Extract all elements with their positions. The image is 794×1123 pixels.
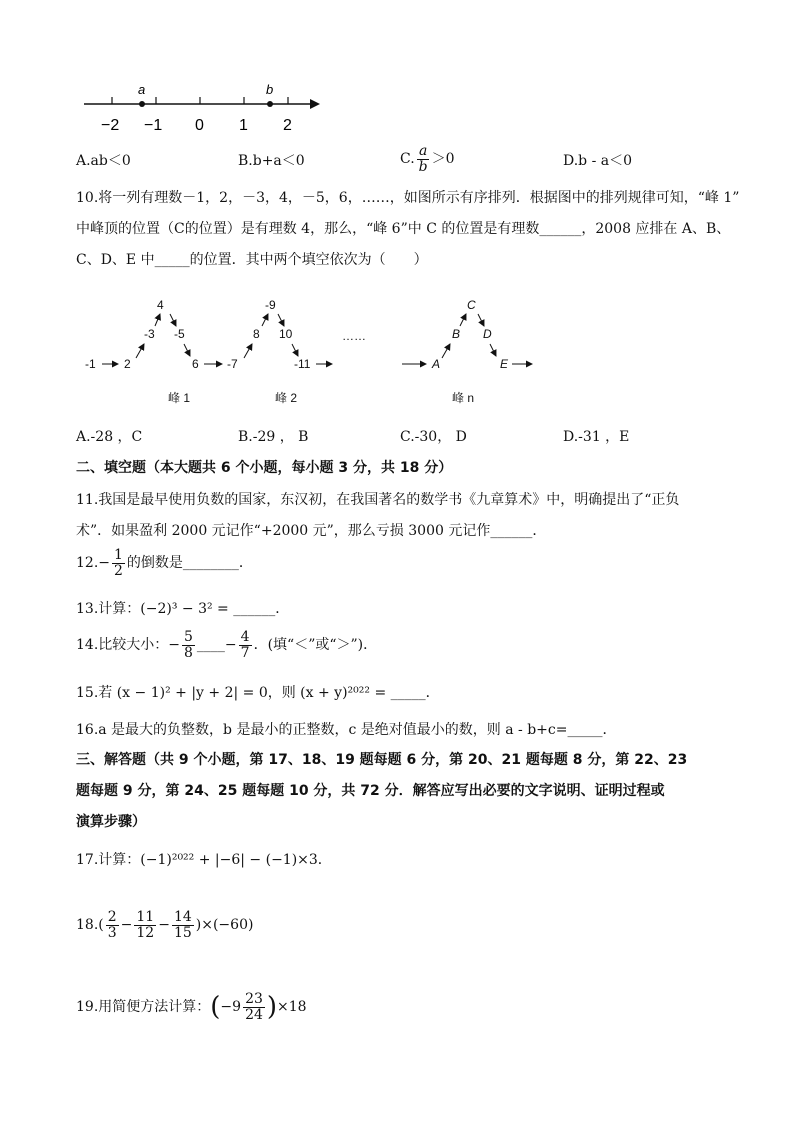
- peak-label: 峰 1: [168, 391, 191, 405]
- point-a: [139, 101, 145, 107]
- point-b-label: b: [266, 82, 274, 97]
- q10-option-b: B.-29 ， B: [238, 429, 309, 445]
- q9-option-d: D.b - a＜0: [563, 153, 633, 169]
- q15: 15.若 (x − 1)² + |y + 2| = 0，则 (x + y)²⁰²² = _____．: [76, 685, 440, 701]
- peak-letter: B: [452, 327, 461, 341]
- peak-letter: E: [500, 357, 509, 371]
- peak-number: -9: [265, 298, 276, 312]
- number-line-figure: [80, 80, 330, 140]
- peak-diagram: [80, 292, 550, 412]
- section-2-heading: 二、填空题（本大题共 6 个小题，每小题 3 分，共 18 分）: [76, 460, 453, 476]
- q10-option-a: A.-28 ，C: [76, 429, 143, 445]
- q9-option-a: A.ab＜0: [76, 153, 131, 169]
- peak-number: -5: [174, 327, 185, 341]
- peak-number: -1: [85, 357, 96, 371]
- section-3-heading-line-3: 演算步骤）: [76, 814, 146, 830]
- q12: 12.− $\frac{1}{2}$ 的倒数是________．: [76, 547, 253, 579]
- option-label: C.: [400, 151, 415, 168]
- fraction: $\frac{14}{15}$: [173, 909, 192, 941]
- fraction: $\frac{4}{7}$: [240, 629, 250, 661]
- fraction: $\frac{11}{12}$: [136, 909, 155, 941]
- q19: 19.用简便方法计算：(−9 $\frac{23}{24}$ )×18: [76, 991, 307, 1023]
- peak-number: 8: [253, 327, 260, 341]
- peak-letter: C: [467, 298, 476, 312]
- peak-number: 6: [192, 357, 199, 371]
- q9-option-b: B.b+a＜0: [238, 153, 305, 169]
- tick-label: 1: [239, 117, 248, 134]
- q18: 18.( $\frac{2}{3}$ − $\frac{11}{12}$ − $\frac{14}{15}$ )×(−60): [76, 909, 254, 941]
- peak-number: -3: [144, 327, 155, 341]
- q10-option-c: C.-30， D: [400, 429, 467, 445]
- peak-number: -7: [227, 357, 238, 371]
- peak-label: 峰 2: [275, 391, 298, 405]
- q17: 17.计算：(−1)²⁰²² + |−6| − (−1)×3．: [76, 852, 332, 868]
- point-a-label: a: [138, 82, 146, 97]
- peak-letter: D: [483, 327, 492, 341]
- peak-number: 2: [124, 357, 131, 371]
- q11-line-2: 术”．如果盈利 2000 元记作“+2000 元”，那么亏损 3000 元记作______．: [76, 523, 547, 539]
- tick-label: 2: [283, 117, 292, 134]
- fraction: $\frac{2}{3}$: [107, 909, 117, 941]
- peak-number: 4: [157, 298, 164, 312]
- q16: 16.a 是最大的负整数，b 是最小的正整数，c 是绝对值最小的数，则 a - b+c=_____．: [76, 722, 617, 738]
- q9-option-c: C. $\frac{a}{b}$ ＞0: [400, 143, 455, 175]
- peak-number: -11: [294, 357, 311, 371]
- q11-line-1: 11.我国是最早使用负数的国家，东汉初，在我国著名的数学书《九章算术》中，明确提出了“正负: [76, 492, 680, 508]
- section-3-heading-line-2: 题每题 9 分，第 24、25 题每题 10 分，共 72 分．解答应写出必要的文字说明、证明过程或: [76, 783, 665, 799]
- q10-option-d: D.-31 ，E: [563, 429, 630, 445]
- peak-number: 10: [279, 327, 293, 341]
- peak-letter: A: [432, 357, 441, 371]
- fraction: $\frac{23}{24}$: [245, 991, 263, 1023]
- fraction: $\frac{5}{8}$: [184, 629, 193, 661]
- fraction: $\frac{a}{b}$: [418, 143, 428, 175]
- tick-label: 0: [195, 117, 204, 134]
- tick-label: −2: [101, 117, 120, 134]
- q14: 14.比较大小：− $\frac{5}{8}$ ____− $\frac{4}{7}$ ．(填“＜”或“＞”)．: [76, 629, 378, 661]
- tick-label: −1: [144, 117, 163, 134]
- section-3-heading-line-1: 三、解答题（共 9 个小题，第 17、18、19 题每题 6 分，第 20、21 题每题 8 分，第 22、23: [76, 752, 688, 768]
- q10-line-2: 中峰顶的位置（C的位置）是有理数 4，那么，“峰 6”中 C 的位置是有理数______，2008 应排在 A、B、: [76, 221, 731, 237]
- q13: 13.计算：(−2)³ − 3² = ______．: [76, 601, 290, 617]
- point-b: [267, 101, 273, 107]
- peak-label: 峰 n: [452, 391, 475, 405]
- q10-line-3: C、D、E 中_____的位置．其中两个填空依次为（ ）: [76, 252, 428, 268]
- ellipsis: ……: [342, 329, 366, 343]
- q10-line-1: 10.将一列有理数－1，2，－3，4，－5，6，……，如图所示有序排列．根据图中的排列规律可知，“峰 1”: [76, 190, 740, 206]
- fraction: $\frac{1}{2}$: [114, 547, 123, 579]
